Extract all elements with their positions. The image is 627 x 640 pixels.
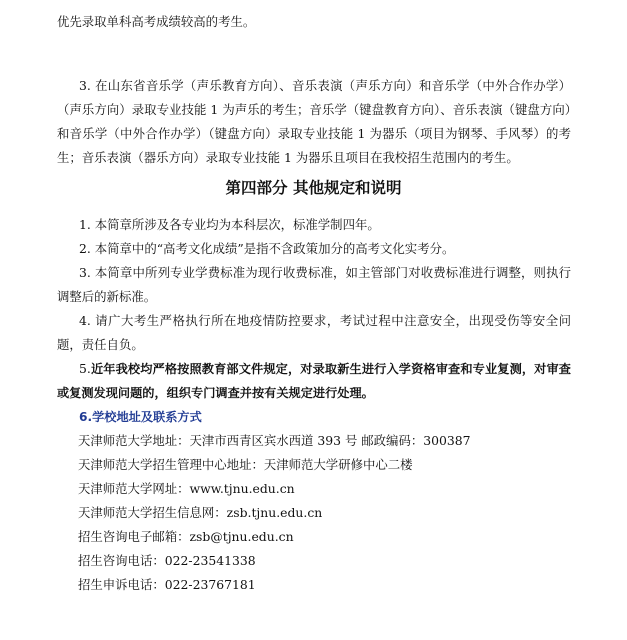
contact-admissions-office: 天津师范大学招生管理中心地址：天津师范大学研修中心二楼 [78,457,413,472]
paragraph-item-3-admission: 3. 在山东省音乐学（声乐教育方向）、音乐表演（声乐方向）和音乐学（中外合作办学）（声乐方向）录取专业技能 1 为声乐的考生；音乐学（键盘教育方向）、音乐表演（键盘方向）和音乐学（中外合作办学）（键盘方向）录取专业技能 1 为器乐（项目为钢琴、手风琴）的考生；音乐表演（器乐方向）录取专业技能 1 为器乐且项目在我校招生范围内的考生。 [57,78,571,165]
paragraph-intro-tail: 优先录取单科高考成绩较高的考生。 [57,14,256,29]
contact-email: 招生咨询电子邮箱：zsb@tjnu.edu.cn [78,529,294,544]
item-6-heading: 6.学校地址及联系方式 [79,410,202,424]
contact-phone: 招生咨询电话：022-23541338 [78,553,256,568]
section-item-5 [57,357,571,405]
section-item-3: 3. 本简章中所列专业学费标准为现行收费标准，如主管部门对收费标准进行调整，则执行调整后的新标准。 [57,265,571,304]
contact-website: 天津师范大学网址：www.tjnu.edu.cn [78,481,295,496]
contact-admissions-site: 天津师范大学招生信息网：zsb.tjnu.edu.cn [78,505,323,520]
item-5-bold-text: 近年我校均严格按照教育部文件规定，对录取新生进行入学资格审查和专业复测，对审查或复测发现问题的，组织专门调查并按有关规定进行处理。 [57,362,571,400]
section-title: 第四部分 其他规定和说明 [225,179,402,197]
section-item-2: 2. 本简章中的“高考文化成绩”是指不含政策加分的高考文化实考分。 [79,241,455,256]
section-item-1: 1. 本简章所涉及各专业均为本科层次，标准学制四年。 [79,217,380,232]
contact-address: 天津师范大学地址：天津市西青区宾水西道 393 号 邮政编码：300387 [78,433,471,448]
section-item-4: 4. 请广大考生严格执行所在地疫情防控要求，考试过程中注意安全，出现受伤等安全问题，责任自负。 [57,313,571,352]
contact-appeal-phone: 招生申诉电话：022-23767181 [78,577,256,592]
item-5-number: 5. [79,361,91,376]
